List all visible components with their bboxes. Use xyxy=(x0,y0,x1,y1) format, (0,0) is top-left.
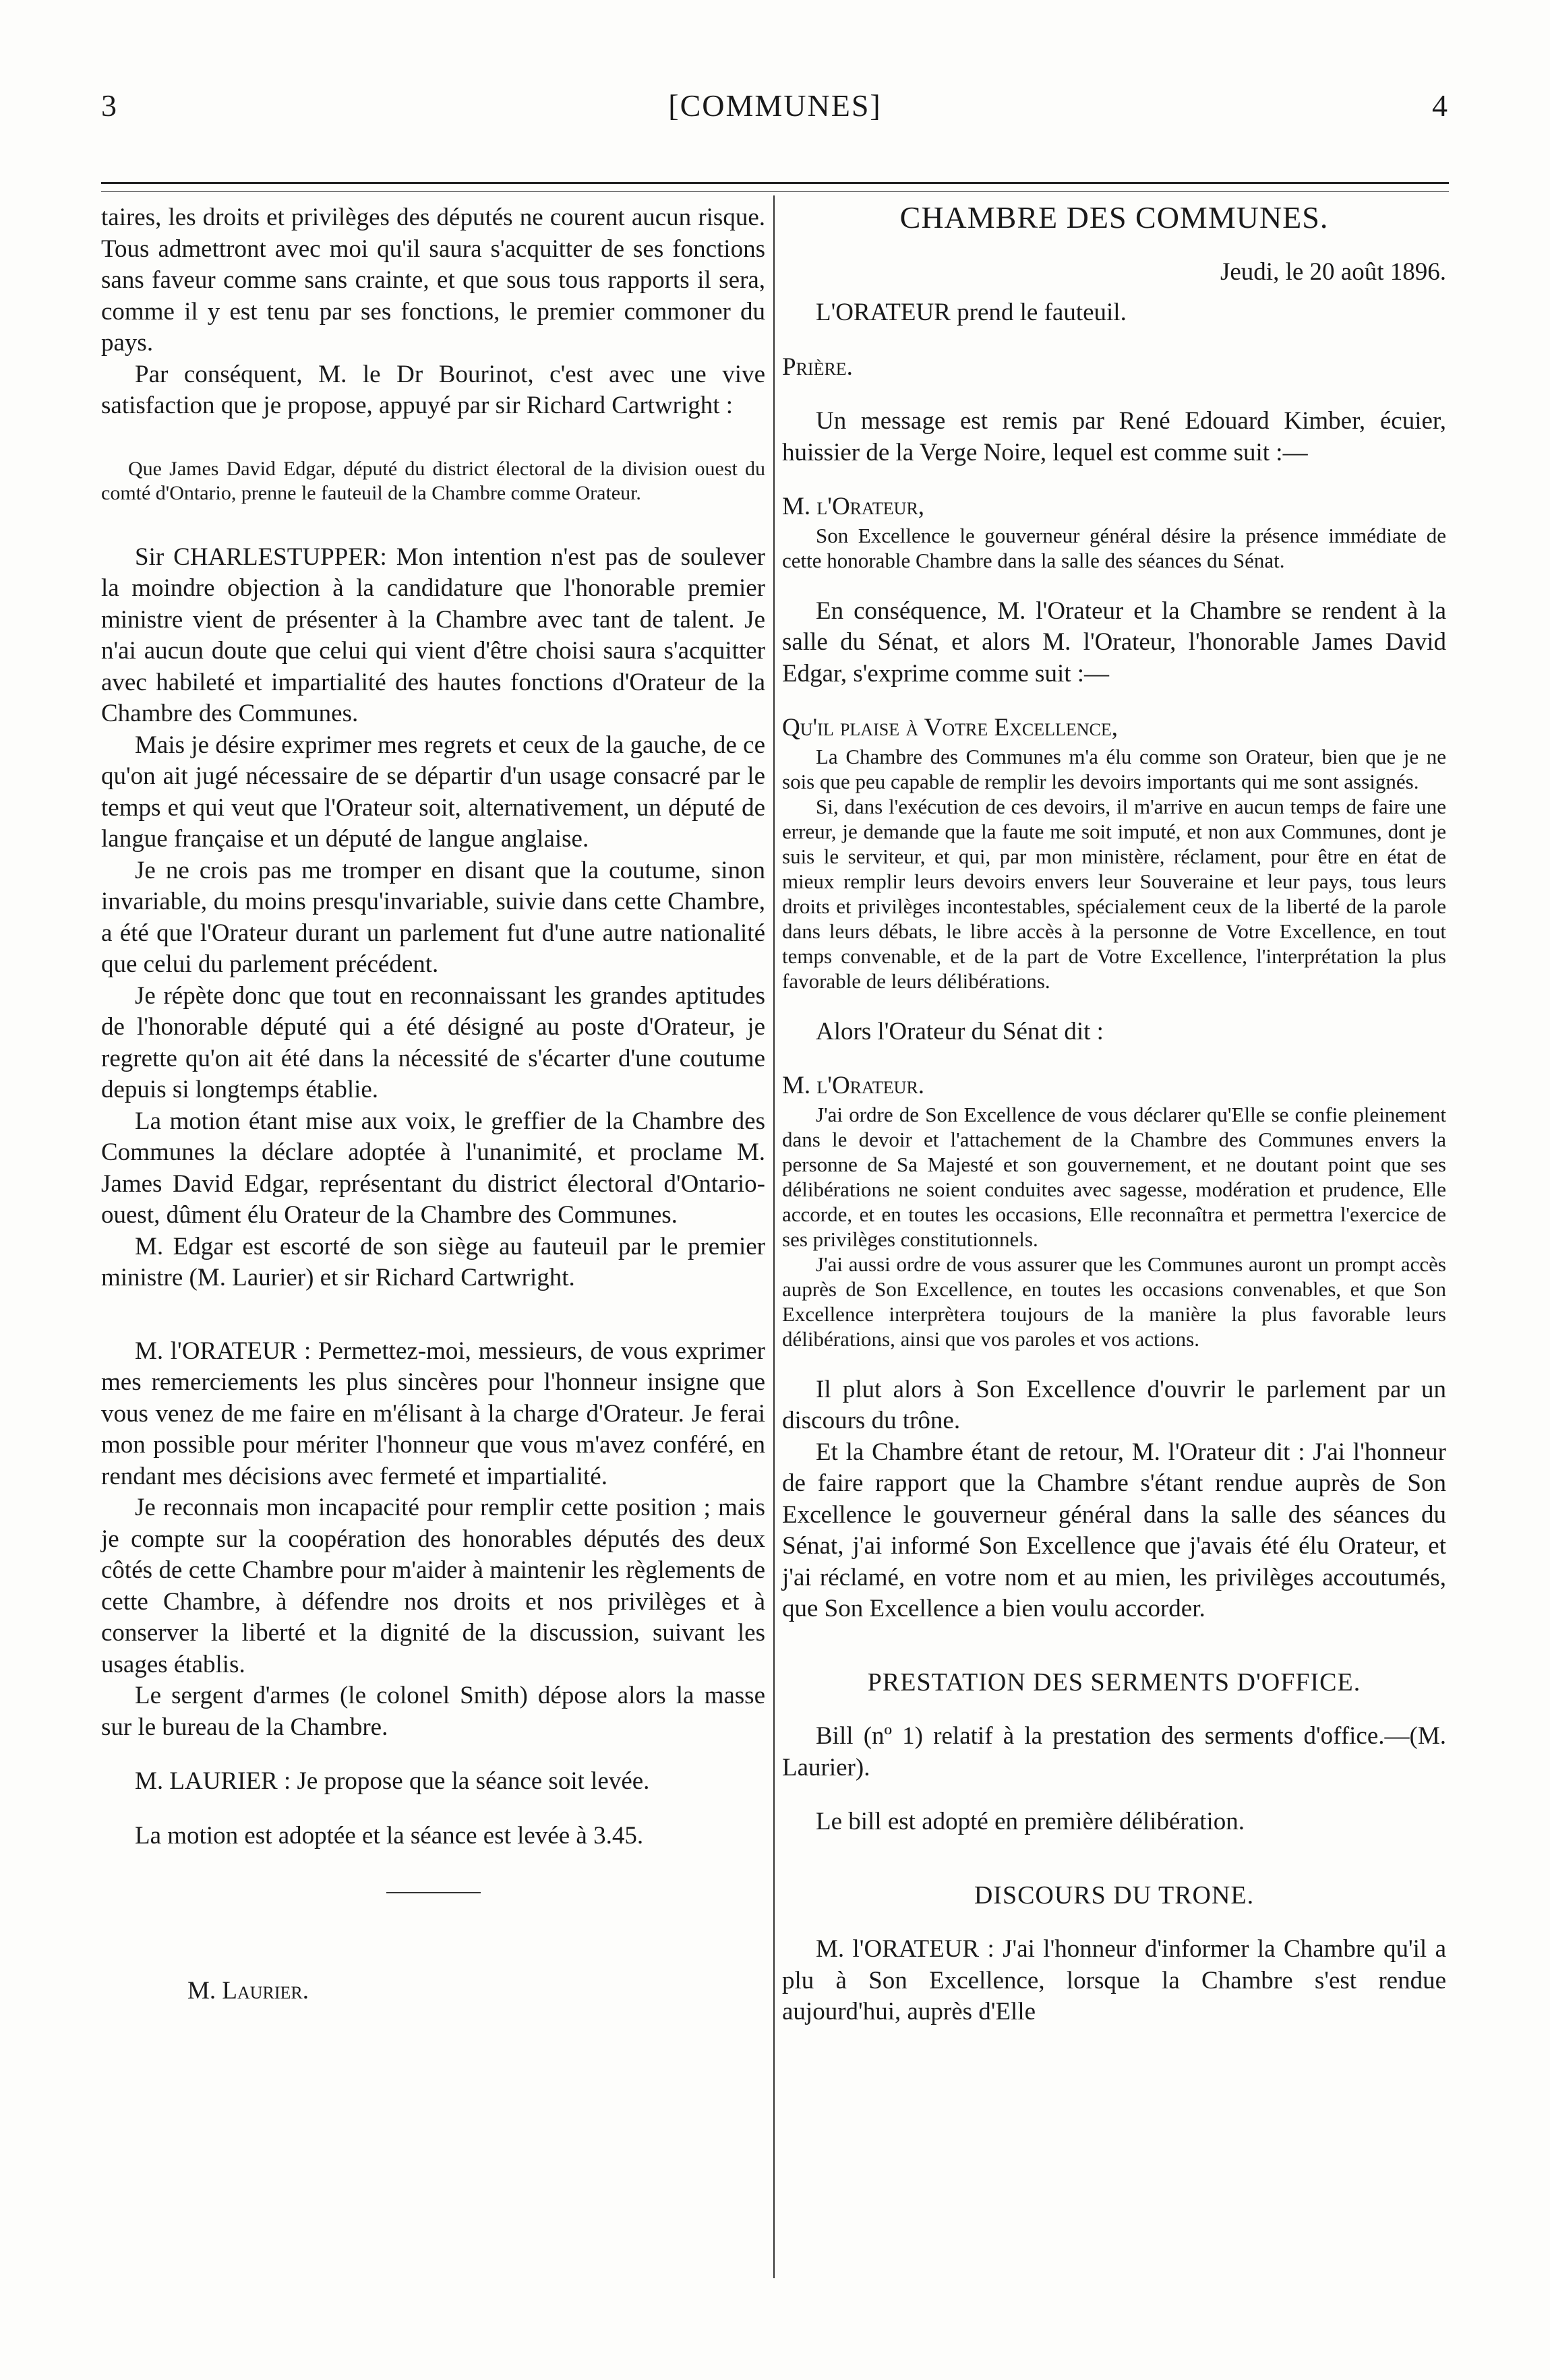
speech-laurier xyxy=(101,1766,765,1798)
paragraph: Le bill est adopté en première délibération. xyxy=(816,1808,1245,1835)
paragraph: Par conséquent, M. le Dr Bourinot, c'est avec une vive satisfaction que je propose, appuyé par sir Richard Cartwright : xyxy=(101,360,765,419)
speech-orateur xyxy=(101,1336,765,1493)
speaker-name: M. l'ORATEUR : xyxy=(135,1337,311,1365)
paragraph: La motion est adoptée et la séance est levée à 3.45. xyxy=(135,1821,644,1850)
page-header xyxy=(101,88,1449,142)
right-page-number: 4 xyxy=(1432,88,1449,123)
paragraph: M. Edgar est escorté de son siège au fauteuil par le premier ministre (M. Laurier) et sir Richard Cartwright. xyxy=(101,1232,765,1291)
speech-tupper xyxy=(101,542,765,730)
paragraph: Mais je désire exprimer mes regrets et ceux de la gauche, de ce qu'on ait jugé nécessaire de se départir d'un usage consacré par le temps et qui veut que l'Orateur soit, alternativement, un député de langue française et un député de langue anglaise. xyxy=(101,731,765,853)
column-divider xyxy=(773,195,775,2278)
chambre-heading: CHAMBRE DES COMMUNES. xyxy=(899,200,1329,235)
message-text: Son Excellence le gouverneur général désire la présence immédiate de cette honorable Chambre dans la salle des séances du Sénat. xyxy=(782,523,1446,572)
speaker-name: Sir CHARLESTUPPER: xyxy=(135,543,387,571)
left-column xyxy=(101,202,765,2007)
paragraph: En conséquence, M. l'Orateur et la Chambre se rendent à la salle du Sénat, et alors M. l'Orateur, l'honorable James David Edgar, s'exprime comme suit :— xyxy=(782,597,1446,688)
header-rule-thick xyxy=(101,182,1449,184)
speaker-name: M. l'ORATEUR : xyxy=(816,1935,994,1963)
paragraph: Je répète donc que tout en reconnaissant les grandes aptitudes de l'honorable député qui a été désigné au poste d'Orateur, je regrette qu'on ait été dans la nécessité de s'écarter d'une coutume depuis si longtemps établie. xyxy=(101,981,765,1103)
paragraph: Je reconnais mon incapacité pour remplir cette position ; mais je compte sur la coopération des honorables députés des deux côtés de cette Chambre pour m'aider à maintenir les règlements de cette Chambre, à défendre nos droits et nos privilèges et à conserver la liberté et la dignité de la discussion, suivant les usages établis. xyxy=(101,1494,765,1678)
left-page-number: 3 xyxy=(101,88,118,123)
paragraph: Et la Chambre étant de retour, M. l'Orateur dit : J'ai l'honneur de faire rapport que la Chambre s'étant rendue auprès de Son Excellence le gouverneur général dans la salle des séances du Sénat, j'ai informé Son Excellence que j'avais été élu Orateur, et j'ai réclamé, en votre nom et au mien, les privilèges accoutumés, que Son Excellence a bien voulu accorder. xyxy=(782,1438,1446,1622)
paragraph: taires, les droits et privilèges des députés ne courent aucun risque. Tous admettront avec moi qu'il saura s'acquitter de ses fonctions sans faveur comme sans crainte, et que sous tous rapports il sera, comme il y est tenu par ses fonctions, le premier commoner du pays. xyxy=(101,204,765,357)
speech-text: Mon intention n'est pas de soulever la moindre objection à la candidature que l'honorable premier ministre vient de présenter à la Chambre avec tant de talent. Je n'ai aucun doute que celui qui vient d'être choisi saura s'acquitter avec habileté et impartialité des hautes fonctions d'Orateur de la Chambre des Communes. xyxy=(101,543,765,727)
motion-text: Que James David Edgar, député du district électoral de la division ouest du comté d'Ontario, prenne le fauteuil de la Chambre comme Orateur. xyxy=(101,457,765,504)
message-address: M. l'Orateur, xyxy=(782,493,925,520)
speech-orateur-final xyxy=(782,1934,1446,2028)
reply-text: J'ai ordre de Son Excellence de vous déclarer qu'Elle se confie pleinement dans le devoir et l'attachement de la Chambre des Communes envers la personne de Sa Majesté et son gouvernement, et ne doutant point que ses délibérations ne soient conduites avec sagesse, modération et prudence, Elle accorde, et en toutes les occasions, Elle reconnaîtra et permettra l'exercice de ses privilèges constitutionnels. xyxy=(782,1102,1446,1251)
reply-address: M. l'Orateur. xyxy=(782,1072,925,1099)
header-rule-thin xyxy=(101,191,1449,192)
speech-text: J'ai l'honneur d'informer la Chambre qu'il a plu à Son Excellence, lorsque la Chambre s'est rendue aujourd'hui, auprès d'Elle xyxy=(782,1935,1446,2025)
reply-text: J'ai aussi ordre de vous assurer que les Communes auront un prompt accès auprès de Son Excellence, en toutes les occasions convenables, et que Son Excellence interprètera toujours de la manière la plus favorable leurs délibérations, ainsi que vos paroles et vos actions. xyxy=(782,1252,1446,1351)
petition-address: Qu'il plaise à Votre Excellence, xyxy=(782,714,1119,741)
section-rule xyxy=(386,1892,481,1893)
sitting-date: Jeudi, le 20 août 1896. xyxy=(1220,257,1446,286)
paragraph: La motion étant mise aux voix, le greffier de la Chambre des Communes la déclare adoptée à l'unanimité, et proclame M. James David Edgar, représentant du district électoral d'Ontario-ouest, dûment élu Orateur de la Chambre des Communes. xyxy=(101,1107,765,1229)
paragraph: Le sergent d'armes (le colonel Smith) dépose alors la masse sur le bureau de la Chambre. xyxy=(101,1682,765,1741)
prestation-heading: PRESTATION DES SERMENTS D'OFFICE. xyxy=(867,1668,1361,1697)
paragraph: Bill (nº 1) relatif à la prestation des serments d'office.—(M. Laurier). xyxy=(782,1722,1446,1781)
paragraph: L'ORATEUR prend le fauteuil. xyxy=(816,299,1127,326)
signature: M. Laurier. xyxy=(187,1977,309,2005)
running-title: [COMMUNES] xyxy=(668,88,882,123)
paragraph: Il plut alors à Son Excellence d'ouvrir le parlement par un discours du trône. xyxy=(782,1375,1446,1434)
right-column xyxy=(782,202,1446,2028)
petition-text: Si, dans l'exécution de ces devoirs, il m'arrive en aucun temps de faire une erreur, je demande que la faute me soit imputé, et non aux Communes, dont je suis le serviteur, et qui, par mon ministère, réclament, pour être en état de mieux remplir leurs devoirs envers leur Souveraine et leur pays, tous leurs droits et privilèges incontestables, spécialement ceux de la liberté de la parole dans leurs débats, le libre accès à la personne de Votre Excellence, en tout temps convenable, et de la part de Votre Excellence, l'interprétation la plus favorable de leurs délibérations. xyxy=(782,794,1446,993)
priere-label: Prière. xyxy=(782,353,853,381)
speech-text: Je propose que la séance soit levée. xyxy=(291,1767,650,1795)
petition-text: La Chambre des Communes m'a élu comme son Orateur, bien que je ne sois que peu capable de remplir les devoirs importants qui me sont assignés. xyxy=(782,744,1446,793)
paragraph: Alors l'Orateur du Sénat dit : xyxy=(816,1017,1104,1045)
speaker-name: M. LAURIER : xyxy=(135,1767,291,1795)
discours-heading: DISCOURS DU TRONE. xyxy=(974,1881,1255,1910)
paragraph: Un message est remis par René Edouard Kimber, écuier, huissier de la Verge Noire, lequel est comme suit :— xyxy=(782,407,1446,466)
paragraph: Je ne crois pas me tromper en disant que la coutume, sinon invariable, du moins presqu'invariable, suivie dans cette Chambre, a été que l'Orateur durant un parlement fut d'une autre nationalité que celui du parlement précédent. xyxy=(101,856,765,978)
speech-text: Permettez-moi, messieurs, de vous exprimer mes remerciements les plus sincères pour l'honneur insigne que vous venez de me faire en m'élisant à la charge d'Orateur. Je ferai mon possible pour mériter l'honneur que vous m'avez conféré, en rendant mes décisions avec fermeté et impartialité. xyxy=(101,1337,765,1490)
